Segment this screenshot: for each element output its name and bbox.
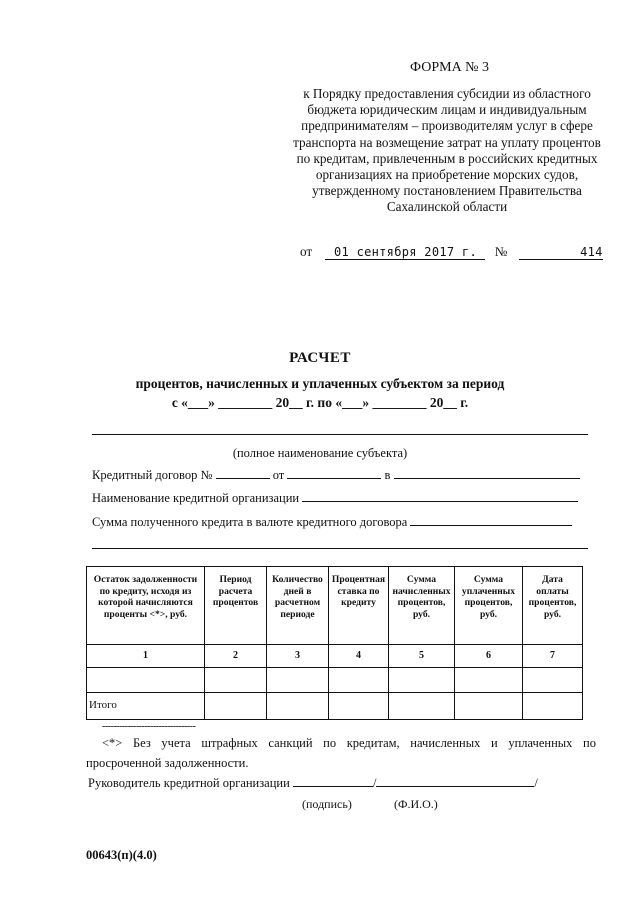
footnote-text: <*> Без учета штрафных санкций по кредитам, начисленных и уплаченных по просроченной задолженности. <box>86 736 596 770</box>
document-title: РАСЧЕТ <box>289 350 351 366</box>
table-header-row <box>87 567 583 645</box>
column-number-row <box>87 645 583 668</box>
footnote-separator: --------------------------------- <box>102 721 196 732</box>
column-header: Сумма начисленных процентов, руб. <box>389 567 455 645</box>
decree-date: 01 сентября 2017 г. <box>325 245 485 260</box>
appendix-text: к Порядку предоставления субсидии из областного бюджета юридическим лицам и индивидуальным предпринимателям – производителям услуг в сфере транспорта на возмещение затрат на уплату процентов по кредитам, привлеченным в российских кредитных организациях на приобретение морских судов, утвержденному постановлением Правительства Сахалинской области <box>293 86 601 215</box>
signature-field[interactable] <box>293 775 373 787</box>
loan-amount-row <box>92 514 572 530</box>
subject-name-caption: (полное наименование субъекта) <box>232 446 408 460</box>
table-cell[interactable] <box>329 693 389 720</box>
table-cell[interactable] <box>523 693 583 720</box>
table-cell[interactable] <box>267 668 329 693</box>
column-header: Сумма уплаченных процентов, руб. <box>455 567 523 645</box>
column-number: 6 <box>455 645 523 668</box>
table-cell[interactable] <box>389 693 455 720</box>
loan-agreement-bank-field[interactable] <box>394 467 580 479</box>
form-number: ФОРМА № 3 <box>410 60 490 75</box>
decree-number-sign: № <box>494 244 508 259</box>
decree-line <box>300 244 603 260</box>
decree-number: 414 <box>519 245 603 260</box>
signature-slash: / <box>534 776 538 790</box>
column-header: Количество дней в расчетном периоде <box>267 567 329 645</box>
loan-amount-label: Сумма полученного кредита в валюте кредитного договора <box>92 515 408 529</box>
signature-row <box>88 775 538 791</box>
loan-agreement-date-field[interactable] <box>287 467 381 479</box>
loan-amount-field[interactable] <box>410 514 572 526</box>
full-name-field[interactable] <box>376 775 534 787</box>
loan-agreement-from-label: от <box>272 468 285 482</box>
table-cell[interactable] <box>329 668 389 693</box>
calculation-table <box>86 566 583 720</box>
column-number: 4 <box>329 645 389 668</box>
column-header: Дата оплаты процентов, руб. <box>523 567 583 645</box>
loan-agreement-in-label: в <box>384 468 391 482</box>
form-code: 00643(п)(4.0) <box>86 848 157 862</box>
full-name-caption: (Ф.И.О.) <box>394 797 438 811</box>
loan-agreement-number-field[interactable] <box>216 467 270 479</box>
signature-label: Руководитель кредитной организации <box>88 776 290 790</box>
table-cell[interactable] <box>523 668 583 693</box>
bank-name-label: Наименование кредитной организации <box>92 491 300 505</box>
bank-name-row <box>92 490 578 506</box>
subject-name-line[interactable] <box>92 434 588 435</box>
loan-agreement-row <box>92 467 580 483</box>
signature-caption: (подпись) <box>302 797 352 811</box>
column-number: 5 <box>389 645 455 668</box>
column-header: Процентная ставка по кредиту <box>329 567 389 645</box>
table-row <box>87 668 583 693</box>
table-cell[interactable] <box>455 693 523 720</box>
table-cell[interactable] <box>267 693 329 720</box>
column-number: 7 <box>523 645 583 668</box>
table-cell[interactable] <box>205 668 267 693</box>
table-cell[interactable] <box>87 668 205 693</box>
document-subtitle: процентов, начисленных и уплаченных субъектом за период <box>135 376 505 391</box>
bank-name-field[interactable] <box>302 490 578 502</box>
loan-amount-continuation-line[interactable] <box>92 548 588 549</box>
table-cell[interactable] <box>455 668 523 693</box>
table-total-row <box>87 693 583 720</box>
table-cell[interactable] <box>205 693 267 720</box>
signature-slash: / <box>372 776 377 790</box>
total-label: Итого <box>87 693 205 720</box>
column-number: 1 <box>87 645 205 668</box>
column-number: 3 <box>267 645 329 668</box>
column-number: 2 <box>205 645 267 668</box>
period-line: с «___» ________ 20__ г. по «___» ________ 20__ г. <box>171 395 469 410</box>
table-cell[interactable] <box>389 668 455 693</box>
decree-from-label: от <box>300 244 313 259</box>
column-header: Период расчета процентов <box>205 567 267 645</box>
loan-agreement-label: Кредитный договор № <box>92 468 213 482</box>
column-header: Остаток задолженности по кредиту, исходя из которой начисляются проценты <*>, руб. <box>87 567 205 645</box>
